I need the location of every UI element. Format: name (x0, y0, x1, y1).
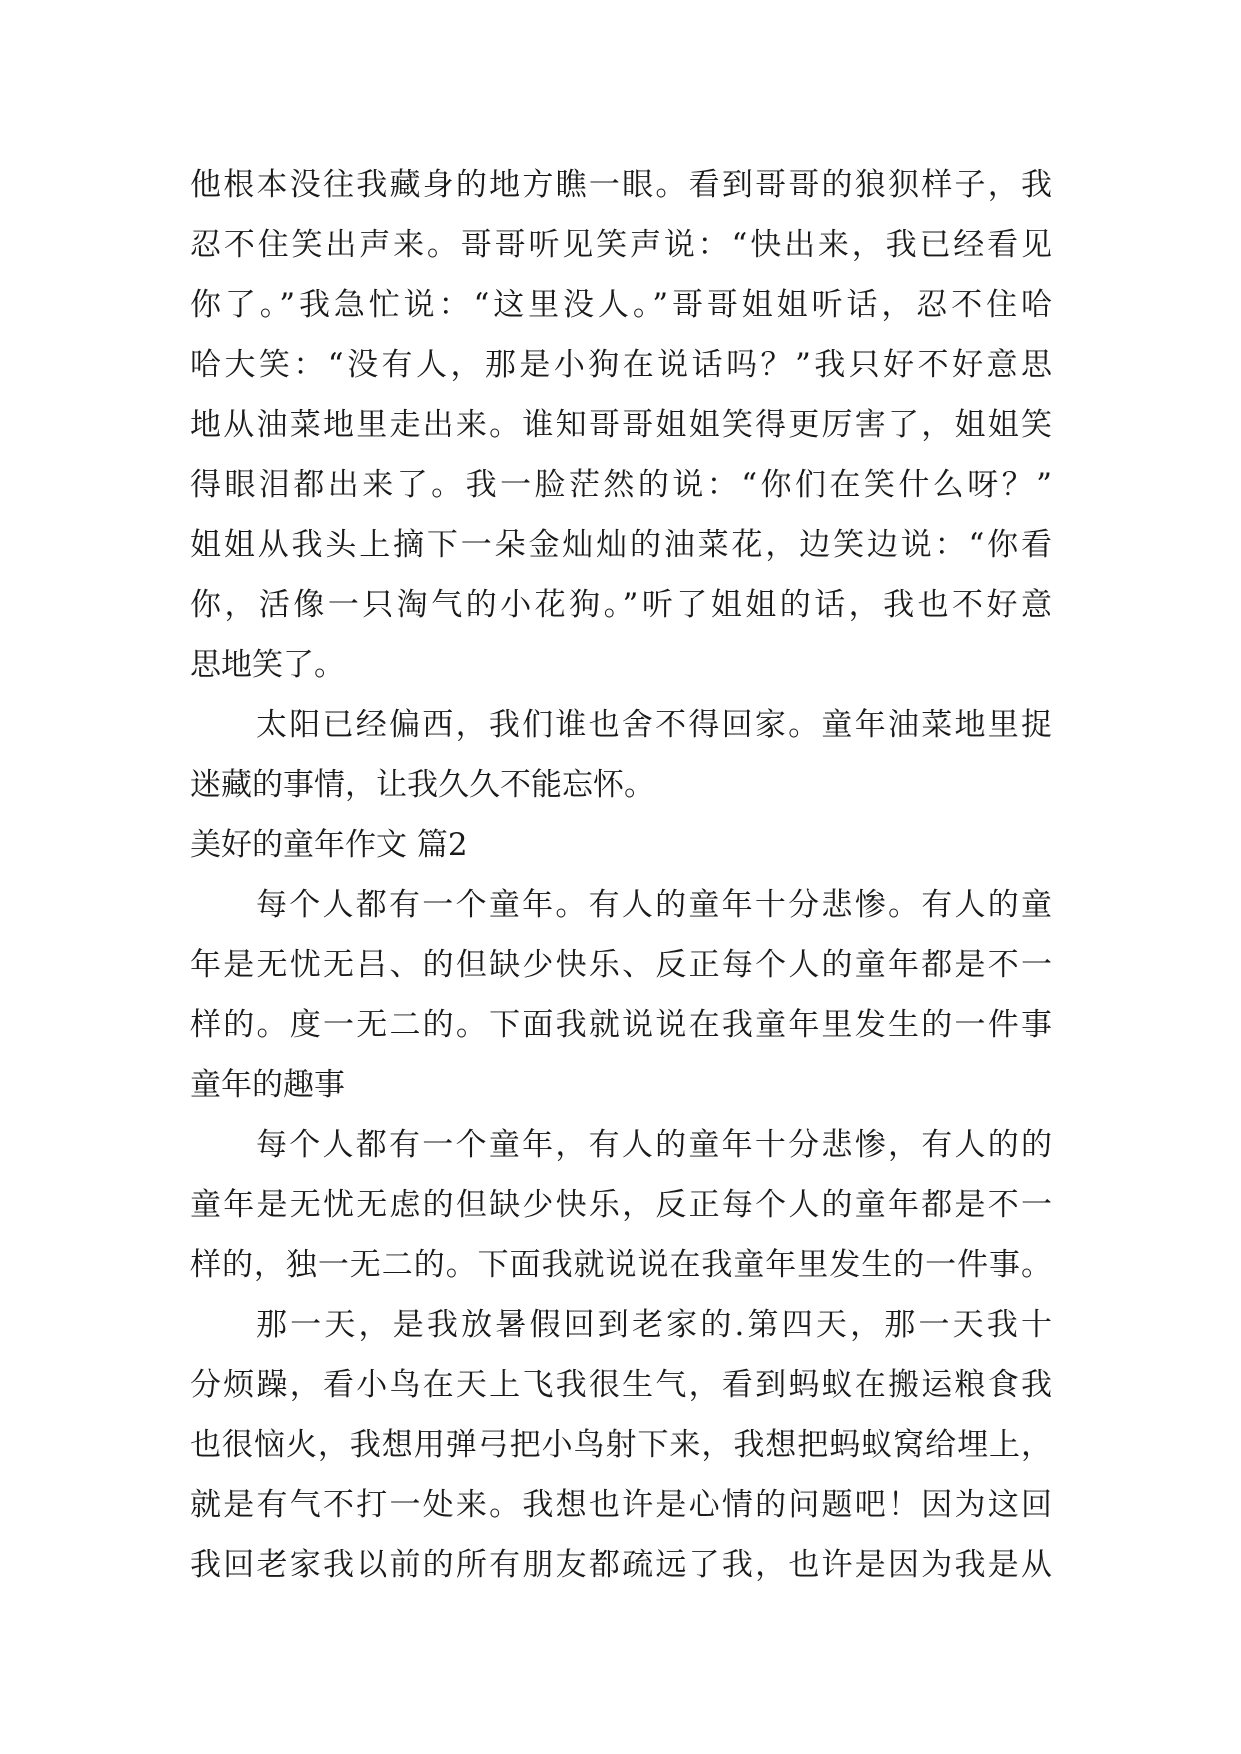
document-body (190, 155, 1052, 1595)
section-heading: 美好的童年作文 篇2 (190, 827, 468, 863)
text-line: 每个人都有一个童年。有人的童年十分悲惨。有人的童 (256, 887, 1052, 923)
text-line: 也很恼火，我想用弹弓把小鸟射下来，我想把蚂蚁窝给埋上， (190, 1427, 1052, 1463)
text-line: 你，活像一只淘气的小花狗。”听了姐姐的话，我也不好意 (190, 587, 1052, 623)
text-line: 忍不住笑出声来。哥哥听见笑声说：“快出来，我已经看见 (190, 227, 1052, 263)
section-heading: 童年的趣事 (190, 1067, 345, 1103)
text-line: 年是无忧无吕、的但缺少快乐、反正每个人的童年都是不一 (190, 947, 1052, 983)
text-line: 分烦躁，看小鸟在天上飞我很生气，看到蚂蚁在搬运粮食我 (190, 1367, 1052, 1403)
text-line: 姐姐从我头上摘下一朵金灿灿的油菜花，边笑边说：“你看 (190, 527, 1052, 563)
text-line: 得眼泪都出来了。我一脸茫然的说：“你们在笑什么呀？” (190, 467, 1052, 503)
text-line: 地从油菜地里走出来。谁知哥哥姐姐笑得更厉害了，姐姐笑 (190, 407, 1052, 443)
text-line: 样的。度一无二的。下面我就说说在我童年里发生的一件事 (190, 1007, 1052, 1043)
text-line: 他根本没往我藏身的地方瞧一眼。看到哥哥的狼狈样子，我 (190, 167, 1052, 203)
text-line: 迷藏的事情，让我久久不能忘怀。 (190, 767, 655, 803)
text-line: 每个人都有一个童年，有人的童年十分悲惨，有人的的 (256, 1127, 1052, 1163)
text-line: 样的，独一无二的。下面我就说说在我童年里发生的一件事。 (190, 1247, 1052, 1283)
text-line: 太阳已经偏西，我们谁也舍不得回家。童年油菜地里捉 (256, 707, 1052, 743)
text-line: 就是有气不打一处来。我想也许是心情的问题吧！因为这回 (190, 1487, 1052, 1523)
text-line: 那一天，是我放暑假回到老家的.第四天，那一天我十 (256, 1307, 1052, 1343)
text-line: 我回老家我以前的所有朋友都疏远了我，也许是因为我是从 (190, 1547, 1052, 1583)
text-line: 哈大笑：“没有人，那是小狗在说话吗？”我只好不好意思 (190, 347, 1052, 383)
text-line: 你了。”我急忙说：“这里没人。”哥哥姐姐听话，忍不住哈 (190, 287, 1052, 323)
text-line: 思地笑了。 (190, 647, 345, 683)
text-line: 童年是无忧无虑的但缺少快乐，反正每个人的童年都是不一 (190, 1187, 1052, 1223)
